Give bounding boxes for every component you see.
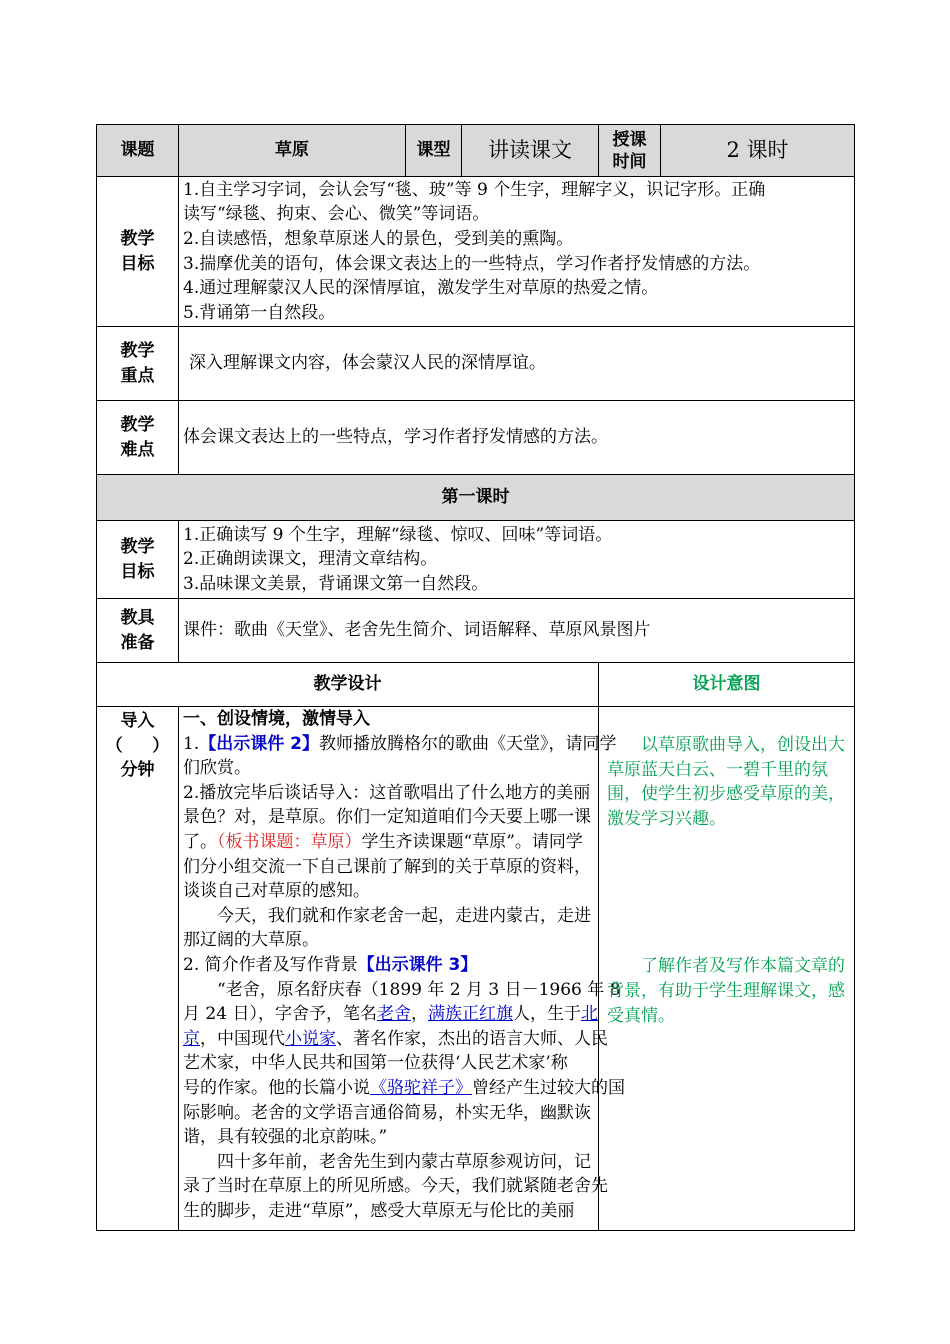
materials-row (97, 599, 855, 663)
topic-label: 课题 (97, 125, 179, 177)
link-novelist[interactable]: 小说家 (285, 1028, 336, 1049)
difficulties-label: 教学 难点 (97, 401, 179, 475)
intent-1: 以草原歌曲导入，创设出大草原蓝天白云、一碧千里的氛围，使学生初步感受草原的美，激发学习兴趣。 (607, 735, 845, 829)
link-laoshe[interactable]: 老舍 (376, 1004, 411, 1025)
section-row (97, 475, 855, 521)
difficulties-text: 体会课文表达上的一些特点，学习作者抒发情感的方法。 (179, 401, 855, 475)
board-title-note: （板书课题：草原） (217, 831, 362, 852)
goals-content: 1.自主学习字词，会认会写“毯、玻”等 9 个生字，理解字义，识记字形。正确 读写“绿毯、拘束、会心、微笑”等词语。 2.自读感悟，想象草原迷人的景色，受到美的熏陶。 3.揣摩优美的语句，体会课文表达上的一些特点，学习作者抒发情感的方法。 4.通过理解蒙汉人民的深情厚谊，激发学生对草原的热爱之情。 5.背诵第一自然段。 (179, 177, 855, 327)
design-header-row (97, 663, 855, 707)
link-camel-xiangzi[interactable]: 《骆驼祥子》 (370, 1077, 472, 1098)
goals-row (97, 177, 855, 327)
lesson-goals-content: 1.正确读写 9 个生字，理解“绿毯、惊叹、回味”等词语。 2.正确朗读课文，理清文章结构。 3.品味课文美景，背诵课文第一自然段。 (179, 521, 855, 599)
lesson-goals-row (97, 521, 855, 599)
materials-label: 教具 准备 (97, 599, 179, 663)
intent-2: 了解作者及写作本篇文章的背景，有助于学生理解课文，感受真情。 (607, 956, 845, 1026)
intro-row (97, 707, 855, 1231)
design-header: 教学设计 (97, 663, 599, 707)
link-beijing-2[interactable]: 京 (183, 1028, 200, 1049)
time-value: 2 课时 (661, 125, 855, 177)
intro-label: 导入 （ ） 分钟 (97, 707, 179, 1231)
type-value: 讲读课文 (462, 125, 599, 177)
intent-header: 设计意图 (599, 663, 855, 707)
key-points-text: 深入理解课文内容，体会蒙汉人民的深情厚谊。 (179, 327, 855, 401)
intro-heading: 一、创设情境，激情导入 (183, 709, 370, 729)
link-manchu-banner[interactable]: 满族正红旗 (427, 1004, 513, 1025)
header-row (97, 125, 855, 177)
courseware-tag: 【出示课件 2】 (199, 733, 319, 754)
difficulties-row (97, 401, 855, 475)
topic-value: 草原 (179, 125, 406, 177)
goals-label: 教学 目标 (97, 177, 179, 327)
lesson-plan-table (96, 124, 855, 1231)
link-beijing[interactable]: 北 (580, 1004, 598, 1025)
type-label: 课型 (406, 125, 462, 177)
key-points-row (97, 327, 855, 401)
intro-content: 一、创设情境，激情导入 1.【出示课件 2】教师播放腾格尔的歌曲《天堂》，请同学 们欣赏。 2.播放完毕后谈话导入：这首歌唱出了什么地方的美丽 景色？对，是草原。你们一定知道咱们今天要上哪一课 了。（板书课题：草原）学生齐读课题“草原”。请同学 们分小组交流一下自己课前了解到的关于草原的资料， 谈谈自己对草原的感知。 今天，我们就和作家老舍一起，走进内蒙古，走进 那辽阔的大草原。 2. 简介作者及写作背景【出示课件 3】 “老舍，原名舒庆春（1899 年 2 月 3 日－1966 年 8 月 24 日），字舍予，笔名老舍，满族正红旗人，生于北 京，中国现代小说家、著名作家，杰出的语言大师、人民 艺术家，中华人民共和国第一位获得‘人民艺术家’称 号的作家。他的长篇小说《骆驼祥子》曾经产生过较大的国 际影响。老舍的文学语言通俗简易，朴实无华，幽默诙 谐，具有较强的北京韵味。” 四十多年前，老舍先生到内蒙古草原参观访问，记 录了当时在草原上的所见所感。今天，我们就紧随老舍先 生的脚步，走进“草原”，感受大草原无与伦比的美丽 (179, 707, 599, 1231)
courseware-tag: 【出示课件 3】 (357, 954, 478, 975)
intro-intent (599, 707, 855, 1231)
time-label: 授课 时间 (599, 125, 661, 177)
section-title: 第一课时 (97, 475, 855, 521)
materials-text: 课件：歌曲《天堂》、老舍先生简介、词语解释、草原风景图片 (179, 599, 855, 663)
key-points-label: 教学 重点 (97, 327, 179, 401)
lesson-goals-label: 教学 目标 (97, 521, 179, 599)
intro-paragraph-1: 1.【出示课件 2】教师播放腾格尔的歌曲《天堂》，请同学 (183, 733, 617, 754)
